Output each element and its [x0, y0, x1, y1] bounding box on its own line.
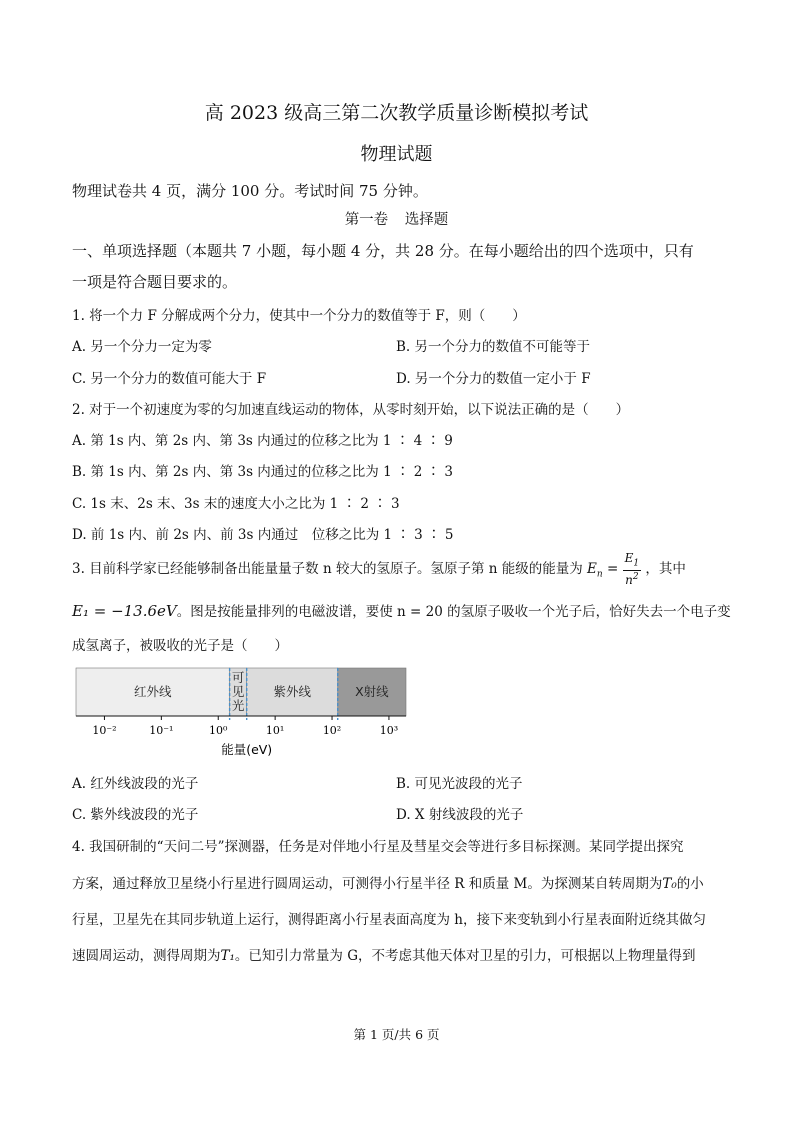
x-tick-label: 10¹: [265, 724, 285, 737]
q2-option-c: C. 1s 末、2s 末、3s 末的速度大小之比为 1 ∶ 2 ∶ 3: [72, 496, 400, 512]
q3-option-b: B. 可见光波段的光子: [396, 776, 523, 792]
q4-t1-symbol: T₁: [220, 948, 235, 964]
q1-option-b: B. 另一个分力的数值不可能等于: [396, 339, 591, 355]
x-tick-label: 10⁻¹: [149, 724, 174, 737]
q4-line-4-a: 速圆周运动，测得周期为: [72, 948, 221, 964]
formula-den-symbol: n: [625, 573, 633, 588]
q4-line-4-b: 。已知引力常量为 G，不考虑其他天体对卫星的引力，可根据以上物理量得到: [234, 948, 696, 964]
q4-line-2-end: 的小: [676, 876, 704, 892]
formula-eq: =: [602, 561, 623, 578]
em-spectrum-chart: [60, 662, 420, 762]
formula-lhs-sub: n: [596, 569, 603, 580]
page-title: 高 2023 级高三第二次教学质量诊断模拟考试: [204, 102, 589, 124]
q1-option-c: C. 另一个分力的数值可能大于 F: [72, 371, 267, 387]
formula-denominator: [623, 571, 642, 587]
formula-num-symbol: E: [624, 551, 634, 565]
section-name: 选择题: [404, 212, 449, 228]
formula-numerator: [623, 552, 642, 571]
x-tick-label: 10³: [379, 724, 399, 737]
q1-stem: 1. 将一个力 F 分解成两个分力，使其中一个分力的数值等于 F，则（ ）: [72, 308, 526, 324]
q3-stem-line-1: [72, 552, 686, 587]
formula-den-sup: 2: [632, 572, 639, 583]
q3-stem-a: 3. 目前科学家已经能够制备出能量量子数 n 较大的氢原子。氢原子第 n 能级的能量为: [72, 561, 583, 578]
x-tick-label: 10²: [322, 724, 342, 737]
section-part: 第一卷: [344, 212, 389, 228]
instructions-line-1: 一、单项选择题（本题共 7 小题，每小题 4 分，共 28 分。在每小题给出的四个选项中，只有: [72, 242, 694, 260]
q1-option-a: A. 另一个分力一定为零: [72, 339, 212, 355]
band-visible-label: 可见光: [231, 670, 245, 713]
q2-option-d: D. 前 1s 内、前 2s 内、前 3s 内通过 位移之比为 1 ∶ 3 ∶ 5: [72, 527, 454, 543]
page-footer: 第 1 页/共 6 页: [353, 1027, 440, 1042]
formula-lhs: E: [587, 561, 597, 578]
q3-stem-line-3: 成氢离子，被吸收的光子是（ ）: [72, 638, 288, 654]
formula-num-sub: 1: [633, 558, 640, 569]
band-xray-label: X射线: [355, 684, 389, 699]
section-heading: [0, 208, 793, 229]
q3-energy-formula: [587, 551, 645, 588]
q2-option-a: A. 第 1s 内、第 2s 内、第 3s 内通过的位移之比为 1 ∶ 4 ∶ 9: [72, 433, 453, 449]
q3-option-d: D. X 射线波段的光子: [396, 807, 524, 823]
q2-stem: 2. 对于一个初速度为零的匀加速直线运动的物体，从零时刻开始，以下说法正确的是（ ）: [72, 402, 630, 418]
q3-option-c: C. 紫外线波段的光子: [72, 807, 199, 823]
band-infrared-label: 红外线: [134, 684, 172, 699]
band-ultraviolet-label: 紫外线: [273, 684, 311, 699]
q4-line-2-text: 方案，通过释放卫星绕小行星进行圆周运动，可测得小行星半径 R 和质量 M。为探测某自转周期为: [72, 876, 663, 892]
x-tick-label: 10⁰: [209, 724, 228, 737]
page-subtitle: 物理试题: [360, 144, 433, 165]
q3-stem-b: ，其中: [645, 561, 686, 578]
x-axis-label: 能量(eV): [221, 742, 273, 757]
q4-line-1: 4. 我国研制的“天问二号”探测器，任务是对伴地小行星及彗星交会等进行多目标探测。某同学提出探究: [72, 839, 684, 855]
q2-option-b: B. 第 1s 内、第 2s 内、第 3s 内通过的位移之比为 1 ∶ 2 ∶ 3: [72, 464, 454, 480]
q3-option-a: A. 红外线波段的光子: [72, 776, 199, 792]
q4-t0-symbol: T₀: [662, 876, 677, 892]
q4-line-4: [72, 944, 696, 964]
formula-fraction: [623, 552, 642, 587]
q4-line-3: 行星，卫星先在其同步轨道上运行，测得距离小行星表面高度为 h，接下来变轨到小行星表面附近绕其做匀: [72, 912, 706, 928]
exam-intro: 物理试卷共 4 页，满分 100 分。考试时间 75 分钟。: [72, 182, 428, 200]
q1-option-d: D. 另一个分力的数值一定小于 F: [396, 371, 591, 387]
q3-stem-line-2: [72, 600, 731, 620]
instructions-line-2: 一项是符合题目要求的。: [72, 273, 238, 291]
q4-line-2: [72, 872, 704, 892]
q3-e1-value: E₁ = −13.6eV: [72, 602, 177, 620]
x-tick-label: 10⁻²: [92, 724, 117, 737]
q3-stem-line-2-text: 。图是按能量排列的电磁波谱，要使 n = 20 的氢原子吸收一个光子后，恰好失去一个电子变: [176, 604, 731, 620]
